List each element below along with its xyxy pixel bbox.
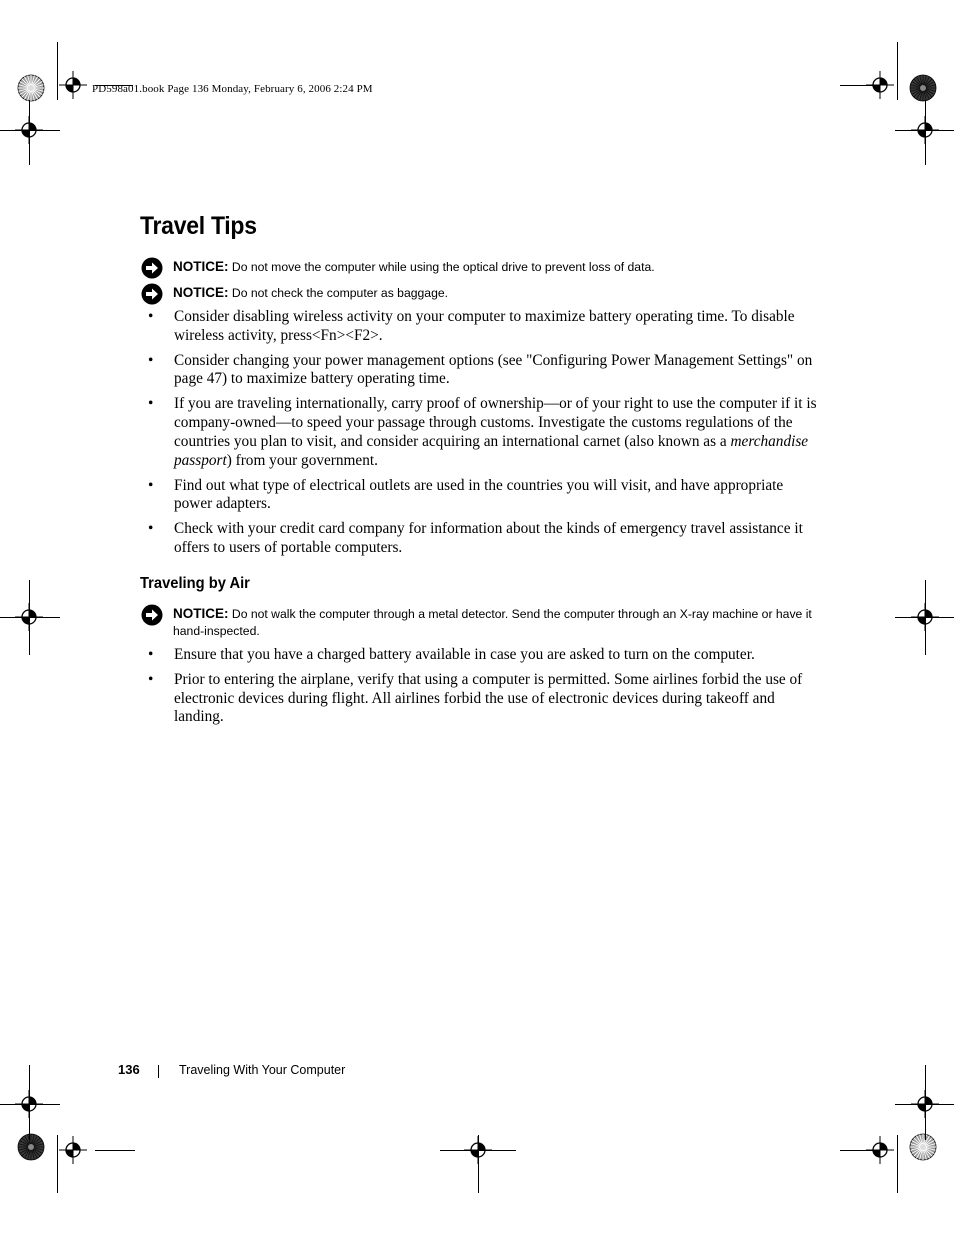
crop-line (29, 100, 30, 165)
notice-optical-drive (141, 258, 821, 276)
notice-text: Do not walk the computer through a metal detector. Send the computer through an X-ray machine or have it hand-inspected. (173, 607, 812, 638)
notice-text: Do not move the computer while using the optical drive to prevent loss of data. (231, 260, 655, 274)
registration-mark-icon (59, 71, 87, 99)
color-wheel-icon (909, 74, 937, 102)
notice-baggage (141, 284, 821, 302)
crop-line (478, 1135, 479, 1193)
list-item: • Consider disabling wireless activity on your computer to maximize battery operating time. To disable wireless activity, press<Fn><F2>. (148, 308, 795, 344)
list-item: • If you are traveling internationally, carry proof of ownership—or of your right to use the computer if it is company-owned—to speed your passage through customs. Investigate the customs regulations of the countries you plan to visit, and consider acquiring an international carnet (also known as a merchandise passport) from your government. (148, 395, 817, 469)
notice-label: NOTICE: (173, 259, 229, 274)
bullet-glyph: • (148, 351, 154, 369)
crop-line (0, 1104, 60, 1105)
notice-arrow-icon (141, 257, 163, 279)
color-wheel-icon (17, 74, 45, 102)
travel-tips-list (148, 308, 818, 564)
crop-line (29, 580, 30, 655)
bullet-glyph: • (148, 520, 154, 538)
crop-line (897, 1135, 898, 1193)
list-item: • Consider changing your power management options (see "Configuring Power Management Settings" on page 47) to maximize battery operating time. (148, 351, 813, 388)
crop-line (57, 42, 58, 100)
notice-arrow-icon (141, 604, 163, 626)
page-number: 136 (118, 1062, 140, 1077)
section-heading-air: Traveling by Air (140, 575, 250, 592)
crop-line (925, 580, 926, 655)
footer-section-title: Traveling With Your Computer (179, 1063, 346, 1077)
color-wheel-icon (17, 1133, 45, 1161)
notice-arrow-icon (141, 283, 163, 305)
footer-divider (158, 1065, 159, 1078)
emphasis-term: merchandise passport (174, 432, 809, 469)
list-item: • Ensure that you have a charged battery available in case you are asked to turn on the computer. (148, 646, 755, 663)
page-title: Travel Tips (140, 212, 257, 240)
crop-line (840, 1150, 880, 1151)
crop-line (0, 130, 60, 131)
list-item: • Prior to entering the airplane, verify that using a computer is permitted. Some airlines forbid the use of electronic devices during flight. All airlines forbid the use of electronic devices during takeoff and landing. (148, 671, 803, 726)
color-wheel-icon (909, 1133, 937, 1161)
list-item: • Find out what type of electrical outlets are used in the countries you will visit, and have appropriate power adapters. (148, 476, 784, 513)
crop-line (840, 85, 880, 86)
notice-label: NOTICE: (173, 606, 229, 621)
bullet-glyph: • (148, 646, 154, 663)
notice-text: Do not check the computer as baggage. (231, 286, 449, 300)
bullet-glyph: • (148, 308, 154, 325)
crop-line (0, 617, 60, 618)
bullet-glyph: • (148, 671, 154, 688)
notice-label: NOTICE: (173, 285, 229, 300)
crop-line (925, 1065, 926, 1140)
crop-line (95, 1150, 135, 1151)
bullet-glyph: • (148, 476, 154, 494)
bullet-glyph: • (148, 395, 154, 413)
crop-line (897, 42, 898, 100)
notice-metal-detector (141, 605, 821, 640)
air-travel-list (148, 646, 818, 733)
crop-line (29, 1065, 30, 1140)
crop-line (925, 100, 926, 165)
list-item: • Check with your credit card company for information about the kinds of emergency travel assistance it offers to users of portable computers. (148, 520, 803, 556)
print-header: PD598a01.book Page 136 Monday, February 6, 2006 2:24 PM (92, 83, 373, 95)
crop-line (57, 1135, 58, 1193)
registration-mark-icon (59, 1136, 87, 1164)
